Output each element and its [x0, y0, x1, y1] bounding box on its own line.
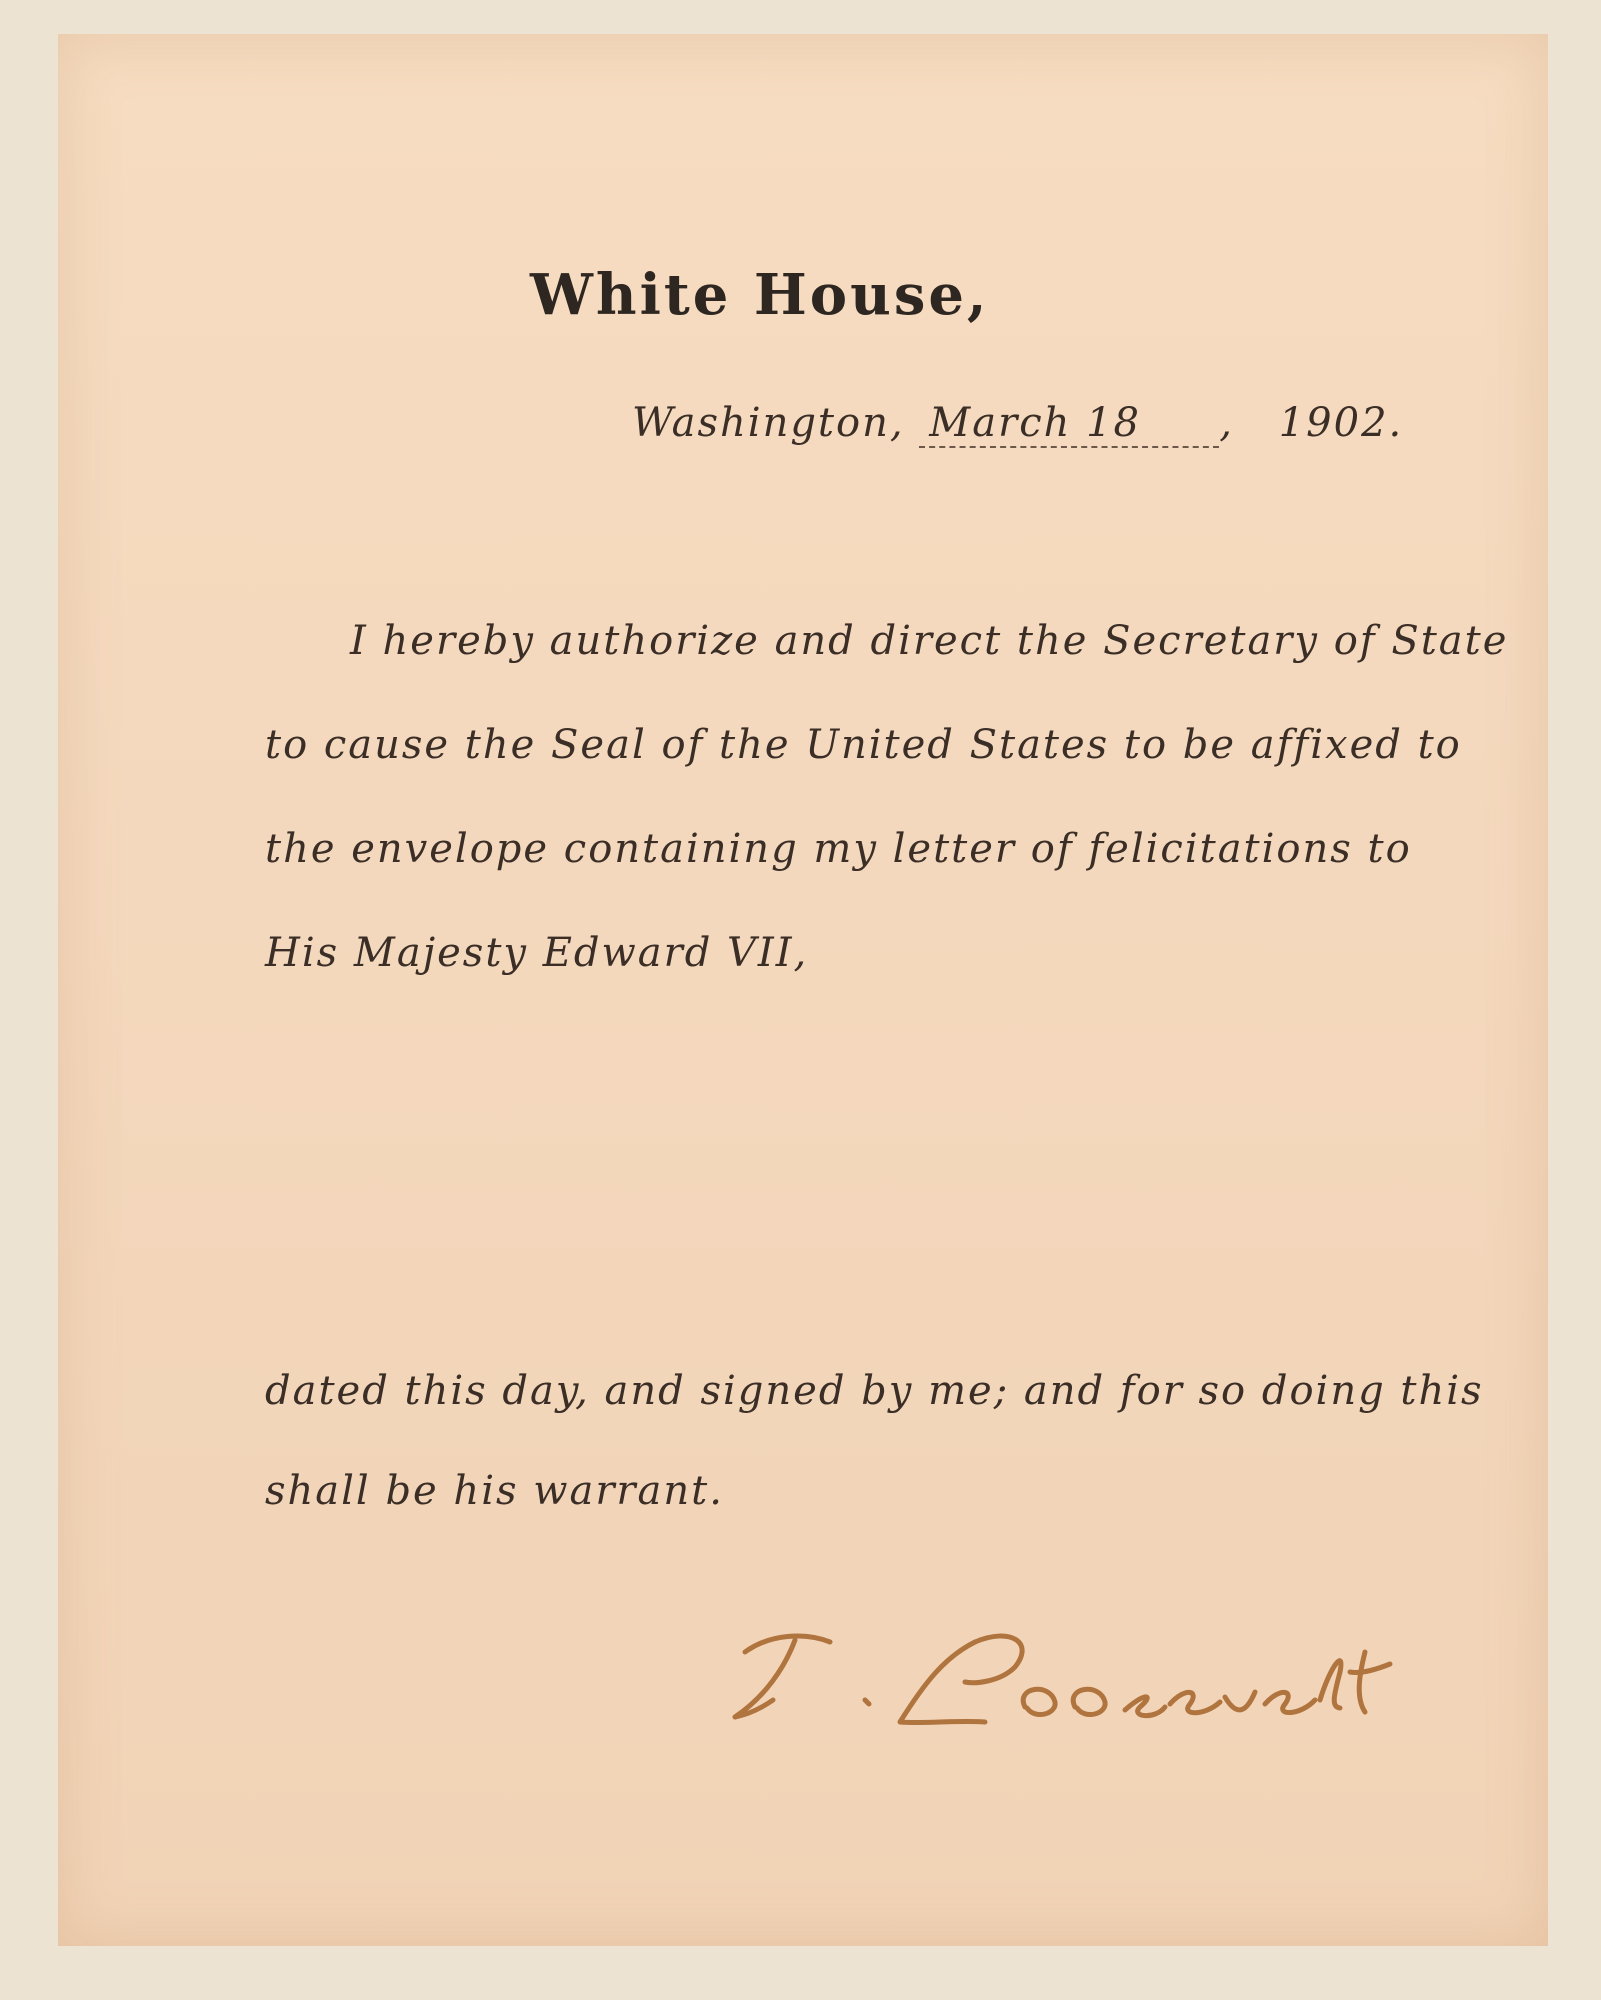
body-line-6: shall be his warrant. — [265, 1468, 724, 1514]
dateline-date: March 18 — [919, 400, 1219, 448]
dateline: Washington, March 18 , 1902. — [632, 400, 1404, 446]
body-line-3: the envelope containing my letter of felicitations to — [265, 826, 1412, 872]
body-line-5: dated this day, and signed by me; and for so doing this — [265, 1368, 1484, 1414]
dateline-year: 1902. — [1278, 400, 1404, 446]
letterhead-title: White House, — [530, 262, 990, 328]
handwritten-signature — [725, 1612, 1395, 1742]
dateline-place: Washington, — [632, 400, 905, 446]
body-line-4: His Majesty Edward VII, — [265, 930, 809, 976]
body-line-2: to cause the Seal of the United States to be affixed to — [265, 722, 1462, 768]
body-line-1: I hereby authorize and direct the Secretary of State — [350, 618, 1509, 664]
